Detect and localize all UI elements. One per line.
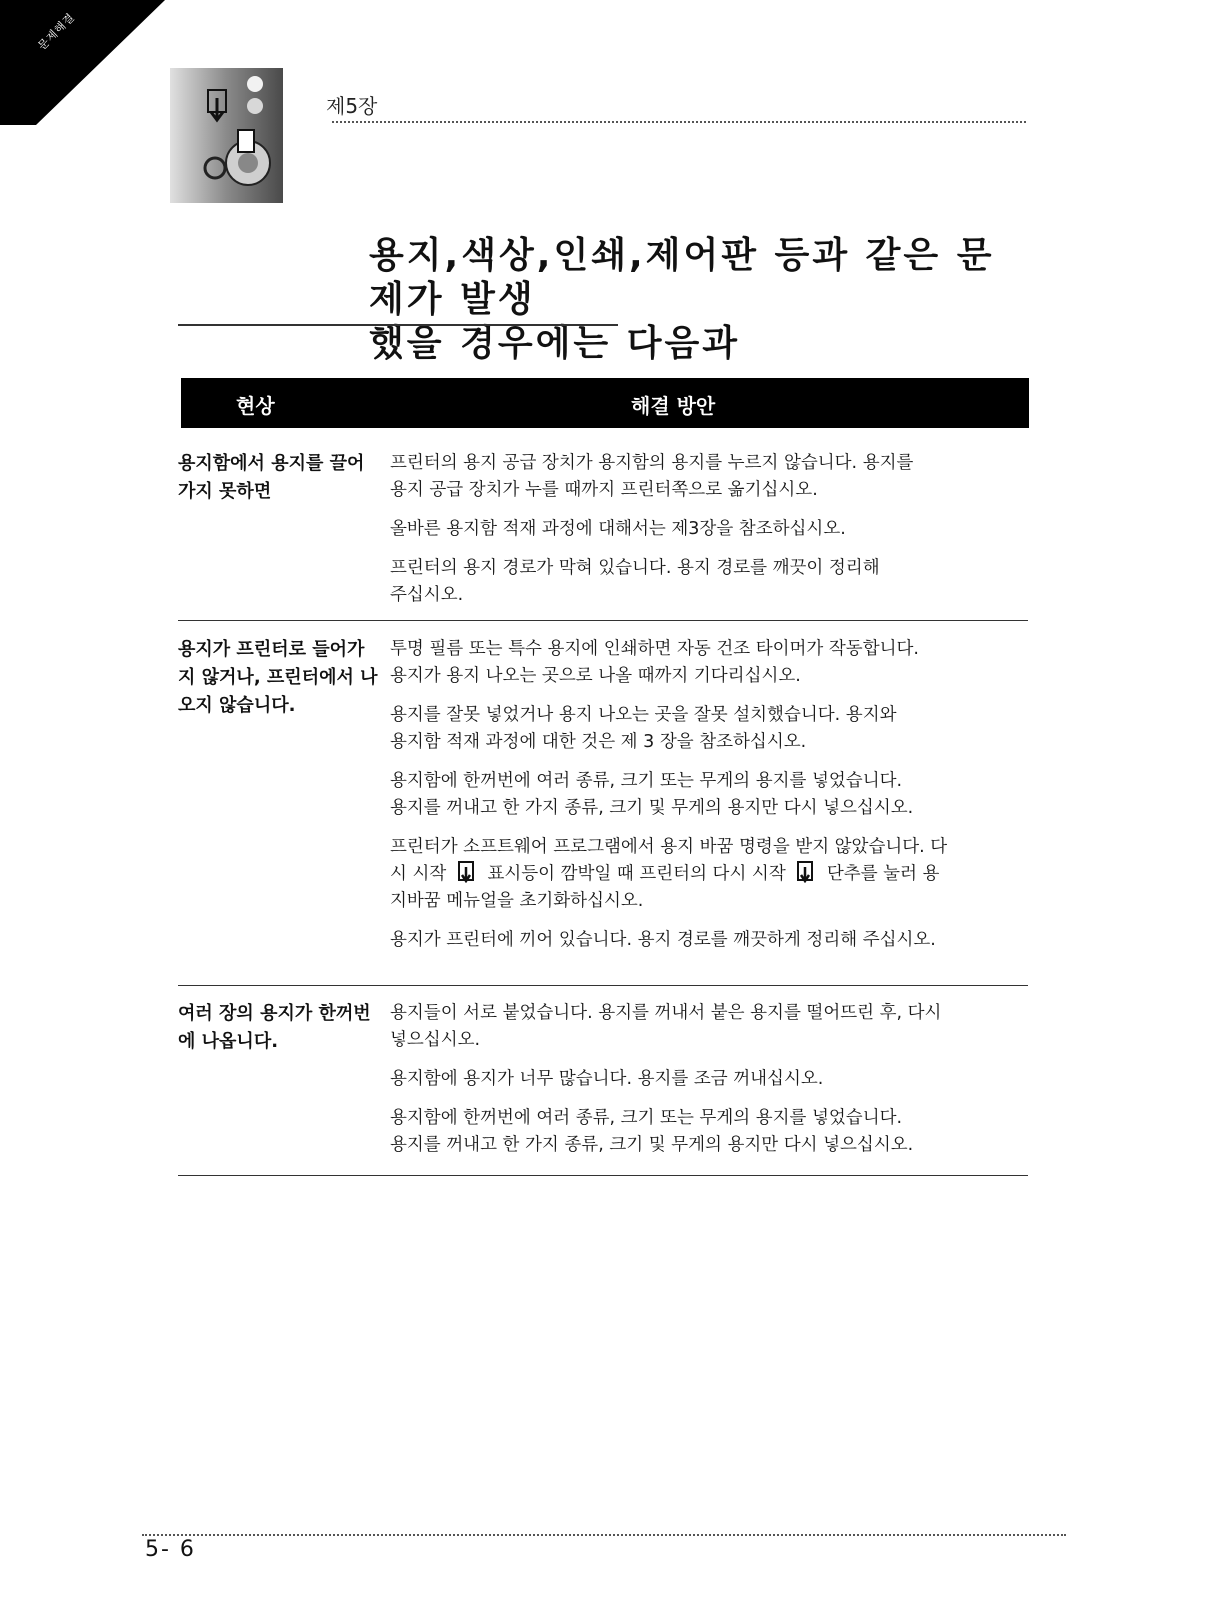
table-header — [181, 378, 1029, 428]
restart-note-text: 시 시작 — [390, 864, 447, 884]
column-header-symptom: 현상 — [236, 394, 275, 418]
solution-cell — [390, 636, 1030, 966]
row-divider — [178, 985, 1028, 986]
symptom-cell: 용지가 프린터로 들어가지 않거나, 프린터에서 나오지 않습니다. — [178, 639, 378, 716]
solution-item: 올바른 용지함 적재 과정에 대해서는 제3장을 참조하십시오. — [390, 519, 846, 539]
corner-tab-label: 문제해결 — [35, 10, 78, 53]
page-title-line1: 용지,색상,인쇄,제어판 등과 같은 문제가 발생 — [369, 235, 995, 320]
solution-item: 용지함에 용지가 너무 많습니다. 용지를 조금 꺼내십시오. — [390, 1069, 824, 1089]
solution-item: 프린터의 용지 공급 장치가 용지함의 용지를 누르지 않습니다. 용지를 용지 공급 장치가 누를 때까지 프린터쪽으로 옮기십시오. — [390, 453, 914, 500]
chapter-label: 제5장 — [326, 94, 378, 118]
row-divider — [178, 620, 1028, 621]
solution-item: 용지가 프린터에 끼어 있습니다. 용지 경로를 깨끗하게 정리해 주십시오. — [390, 930, 936, 950]
symptom-cell: 여러 장의 용지가 한꺼번에 나옵니다. — [178, 1003, 371, 1052]
restart-note-text: 표시등이 깜박일 때 프린터의 다시 시작 — [487, 864, 786, 884]
solution-item: 투명 필름 또는 특수 용지에 인쇄하면 자동 건조 타이머가 작동합니다. 용지가 용지 나오는 곳으로 나올 때까지 기다리십시오. — [390, 639, 919, 686]
solution-item: 용지함에 한꺼번에 여러 종류, 크기 또는 무게의 용지를 넣었습니다. 용지를 꺼내고 한 가지 종류, 크기 및 무게의 용지만 다시 넣으십시오. — [390, 1108, 914, 1155]
restart-note-text: 단추를 눌러 용 — [826, 864, 940, 884]
title-rule — [178, 324, 618, 326]
header-dotted-rule — [332, 121, 1026, 123]
page-title-line2: 했을 경우에는 다음과 — [369, 323, 741, 364]
corner-tab — [0, 0, 165, 125]
column-header-solution: 해결 방안 — [631, 394, 716, 418]
restart-note-text: 지바꿈 메뉴얼을 초기화하십시오. — [390, 891, 644, 911]
solution-item: 용지를 잘못 넣었거나 용지 나오는 곳을 잘못 설치했습니다. 용지와 용지함 적재 과정에 대한 것은 제 3 장을 참조하십시오. — [390, 705, 897, 752]
table-bottom-rule — [178, 1175, 1028, 1176]
printer-panel-icon — [170, 68, 283, 203]
restart-note-text: 프린터가 소프트웨어 프로그램에서 용지 바꿈 명령을 받지 않았습니다. 다 — [390, 837, 948, 857]
solution-item: 용지들이 서로 붙었습니다. 용지를 꺼내서 붙은 용지를 떨어뜨린 후, 다시 넣으십시오. — [390, 1003, 942, 1050]
solution-item: 용지함에 한꺼번에 여러 종류, 크기 또는 무게의 용지를 넣었습니다. 용지를 꺼내고 한 가지 종류, 크기 및 무게의 용지만 다시 넣으십시오. — [390, 771, 914, 818]
solution-cell — [390, 1000, 1030, 1171]
solution-item: 프린터의 용지 경로가 막혀 있습니다. 용지 경로를 깨끗이 정리해 주십시오. — [390, 558, 880, 605]
restart-page-icon — [797, 861, 815, 883]
symptom-cell: 용지함에서 용지를 끌어가지 못하면 — [178, 453, 365, 502]
solution-cell — [390, 450, 1030, 621]
footer-dotted-rule — [142, 1534, 1066, 1536]
restart-page-icon — [458, 861, 476, 883]
page-number: 5- 6 — [145, 1537, 196, 1562]
restart-note — [390, 834, 1030, 915]
page-title — [369, 234, 1029, 366]
